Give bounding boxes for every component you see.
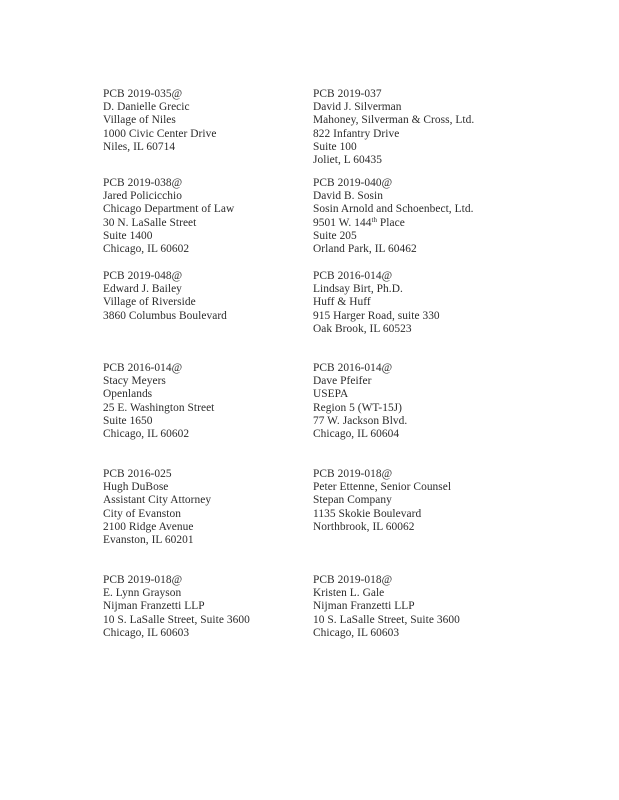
organization: USEPA — [313, 388, 349, 401]
street-address — [313, 217, 473, 230]
street-address: 2100 Ridge Avenue — [103, 520, 194, 533]
address-block — [103, 177, 234, 256]
street-address: 25 E. Washington Street — [103, 401, 215, 414]
suite: Suite 1650 — [103, 414, 153, 427]
street-address: 822 Infantry Drive — [313, 127, 400, 140]
address-block — [313, 468, 451, 534]
street-address: 3860 Columbus Boulevard — [103, 309, 227, 322]
address-block — [313, 88, 474, 167]
address-block — [103, 88, 216, 154]
pcb-number: PCB 2019-048@ — [103, 270, 183, 282]
organization: Mahoney, Silverman & Cross, Ltd. — [313, 114, 475, 127]
street-address: 1135 Skokie Boulevard — [313, 507, 422, 520]
contact-name: Edward J. Bailey — [103, 283, 182, 296]
city-state-zip: Evanston, IL 60201 — [103, 534, 194, 547]
contact-name: Hugh DuBose — [103, 481, 169, 494]
address-block — [103, 468, 211, 547]
street-address: 77 W. Jackson Blvd. — [313, 414, 408, 427]
address-block — [103, 270, 227, 323]
city-state-zip: Orland Park, IL 60462 — [313, 243, 417, 256]
pcb-number: PCB 2016-014@ — [103, 362, 183, 374]
address-block — [103, 574, 250, 640]
city-state-zip: Chicago, IL 60602 — [103, 243, 190, 256]
pcb-number: PCB 2019-018@ — [103, 574, 183, 586]
organization: Huff & Huff — [313, 296, 371, 309]
organization: Stepan Company — [313, 494, 392, 507]
city-state-zip: Chicago, IL 60604 — [313, 428, 400, 441]
pcb-number: PCB 2019-040@ — [313, 177, 393, 189]
street-name: Place — [377, 216, 405, 229]
organization: Sosin Arnold and Schoenbect, Ltd. — [313, 203, 474, 216]
address-block — [313, 362, 407, 441]
city-state-zip: Joliet, L 60435 — [313, 154, 382, 167]
city-state-zip: Chicago, IL 60603 — [103, 626, 190, 639]
city-state-zip: Oak Brook, IL 60523 — [313, 322, 412, 335]
pcb-number: PCB 2019-018@ — [313, 574, 393, 586]
city-state-zip: Northbrook, IL 60062 — [313, 520, 415, 533]
contact-name: D. Danielle Grecic — [103, 101, 190, 114]
pcb-number: PCB 2019-038@ — [103, 177, 183, 189]
contact-name: Stacy Meyers — [103, 375, 166, 388]
organization: Village of Niles — [103, 114, 176, 127]
address-block — [103, 362, 214, 441]
job-title: Assistant City Attorney — [103, 494, 212, 507]
street-address: 10 S. LaSalle Street, Suite 3600 — [103, 613, 250, 626]
pcb-number: PCB 2016-025 — [103, 468, 172, 480]
organization: Village of Riverside — [103, 296, 196, 309]
suite: Suite 1400 — [103, 229, 153, 242]
organization: Chicago Department of Law — [103, 203, 235, 216]
contact-name: Lindsay Birt, Ph.D. — [313, 283, 403, 296]
city-state-zip: Chicago, IL 60603 — [313, 626, 400, 639]
street-number: 9501 W. 144 — [313, 216, 372, 229]
pcb-number: PCB 2019-018@ — [313, 468, 393, 480]
suite: Suite 100 — [313, 140, 357, 153]
pcb-number: PCB 2016-014@ — [313, 362, 393, 374]
contact-name: David B. Sosin — [313, 190, 384, 203]
organization: Nijman Franzetti LLP — [313, 600, 415, 613]
suite: Suite 205 — [313, 229, 357, 242]
street-address: 1000 Civic Center Drive — [103, 127, 217, 140]
contact-name: Dave Pfeifer — [313, 375, 372, 388]
street-address: 30 N. LaSalle Street — [103, 216, 197, 229]
address-block — [313, 177, 473, 256]
organization: Nijman Franzetti LLP — [103, 600, 205, 613]
organization: Openlands — [103, 388, 153, 401]
contact-name: E. Lynn Grayson — [103, 587, 182, 600]
organization: City of Evanston — [103, 507, 181, 520]
pcb-number: PCB 2019-037 — [313, 88, 382, 100]
street-address: 915 Harger Road, suite 330 — [313, 309, 440, 322]
contact-name: Kristen L. Gale — [313, 587, 385, 600]
ordinal-suffix: th — [371, 215, 378, 224]
contact-name: David J. Silverman — [313, 101, 402, 114]
city-state-zip: Chicago, IL 60602 — [103, 428, 190, 441]
address-block — [313, 270, 440, 336]
pcb-number: PCB 2019-035@ — [103, 88, 183, 100]
contact-name: Peter Ettenne, Senior Counsel — [313, 481, 452, 494]
contact-name: Jared Policicchio — [103, 190, 182, 203]
city-state-zip: Niles, IL 60714 — [103, 140, 176, 153]
street-address: 10 S. LaSalle Street, Suite 3600 — [313, 613, 460, 626]
pcb-number: PCB 2016-014@ — [313, 270, 393, 282]
mail-code: Region 5 (WT-15J) — [313, 401, 403, 414]
address-block — [313, 574, 460, 640]
